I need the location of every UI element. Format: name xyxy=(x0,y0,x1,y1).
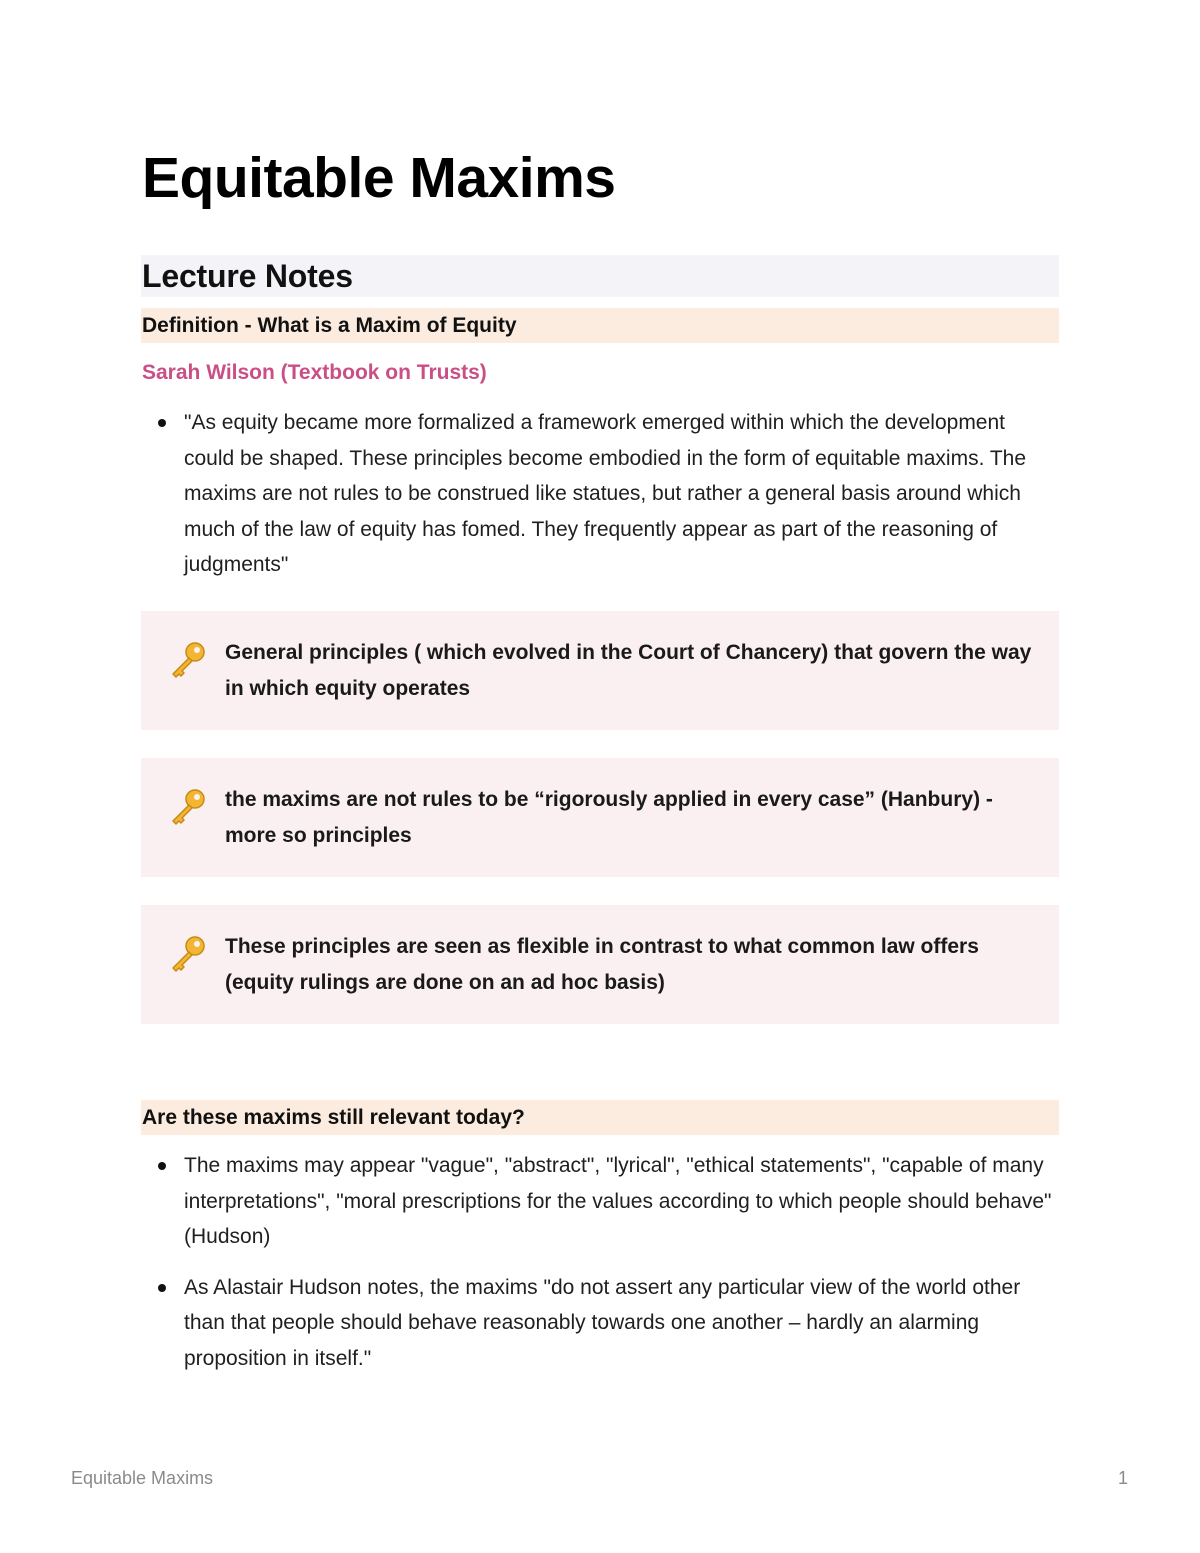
relevance-list xyxy=(142,1148,1060,1376)
callout xyxy=(141,905,1059,1024)
author-heading: Sarah Wilson (Textbook on Trusts) xyxy=(142,361,487,384)
page-title: Equitable Maxims xyxy=(142,146,616,210)
bullet-dot xyxy=(158,419,166,427)
list-item xyxy=(142,405,1060,583)
relevance-heading-text: Are these maxims still relevant today? xyxy=(142,1106,525,1129)
key-icon xyxy=(165,933,209,977)
definition-list xyxy=(142,405,1060,583)
list-item xyxy=(142,1270,1060,1377)
footer-doc-title: Equitable Maxims xyxy=(71,1468,214,1488)
definition-heading-text: Definition - What is a Maxim of Equity xyxy=(142,314,517,337)
bullet-dot xyxy=(158,1162,166,1170)
callout xyxy=(141,611,1059,730)
list-item-text: The maxims may appear "vague", "abstract", "lyrical", "ethical statements", "capable of many interpretations", "moral prescriptions for the values according to which people should behave" (Hudson) xyxy=(184,1154,1052,1248)
callout-text: These principles are seen as flexible in contrast to what common law offers (equity rulings are done on an ad hoc basis) xyxy=(225,935,979,994)
list-item xyxy=(142,1148,1060,1255)
definition-heading xyxy=(141,308,1059,343)
list-item-text: As Alastair Hudson notes, the maxims "do not assert any particular view of the world other than that people should behave reasonably towards one another – hardly an alarming proposition in itself." xyxy=(184,1275,1021,1370)
list-item-text: "As equity became more formalized a framework emerged within which the development could be shaped. These principles become embodied in the form of equitable maxims. The maxims are not rules to be construed like statues, but rather a general basis around which much of the law of equity has fomed. They frequently appear as part of the reasoning of judgments" xyxy=(184,411,1027,576)
page-number: 1 xyxy=(1117,1468,1128,1488)
relevance-heading xyxy=(141,1100,1059,1135)
section-heading xyxy=(141,255,1059,297)
callout xyxy=(141,758,1059,877)
callout-text: the maxims are not rules to be “rigorously applied in every case” (Hanbury) - more so principles xyxy=(225,788,993,847)
bullet-dot xyxy=(158,1284,166,1292)
key-icon xyxy=(165,786,209,830)
section-heading-text: Lecture Notes xyxy=(142,258,353,294)
callout-text: General principles ( which evolved in the Court of Chancery) that govern the way in which equity operates xyxy=(225,641,1032,700)
key-icon xyxy=(165,639,209,683)
